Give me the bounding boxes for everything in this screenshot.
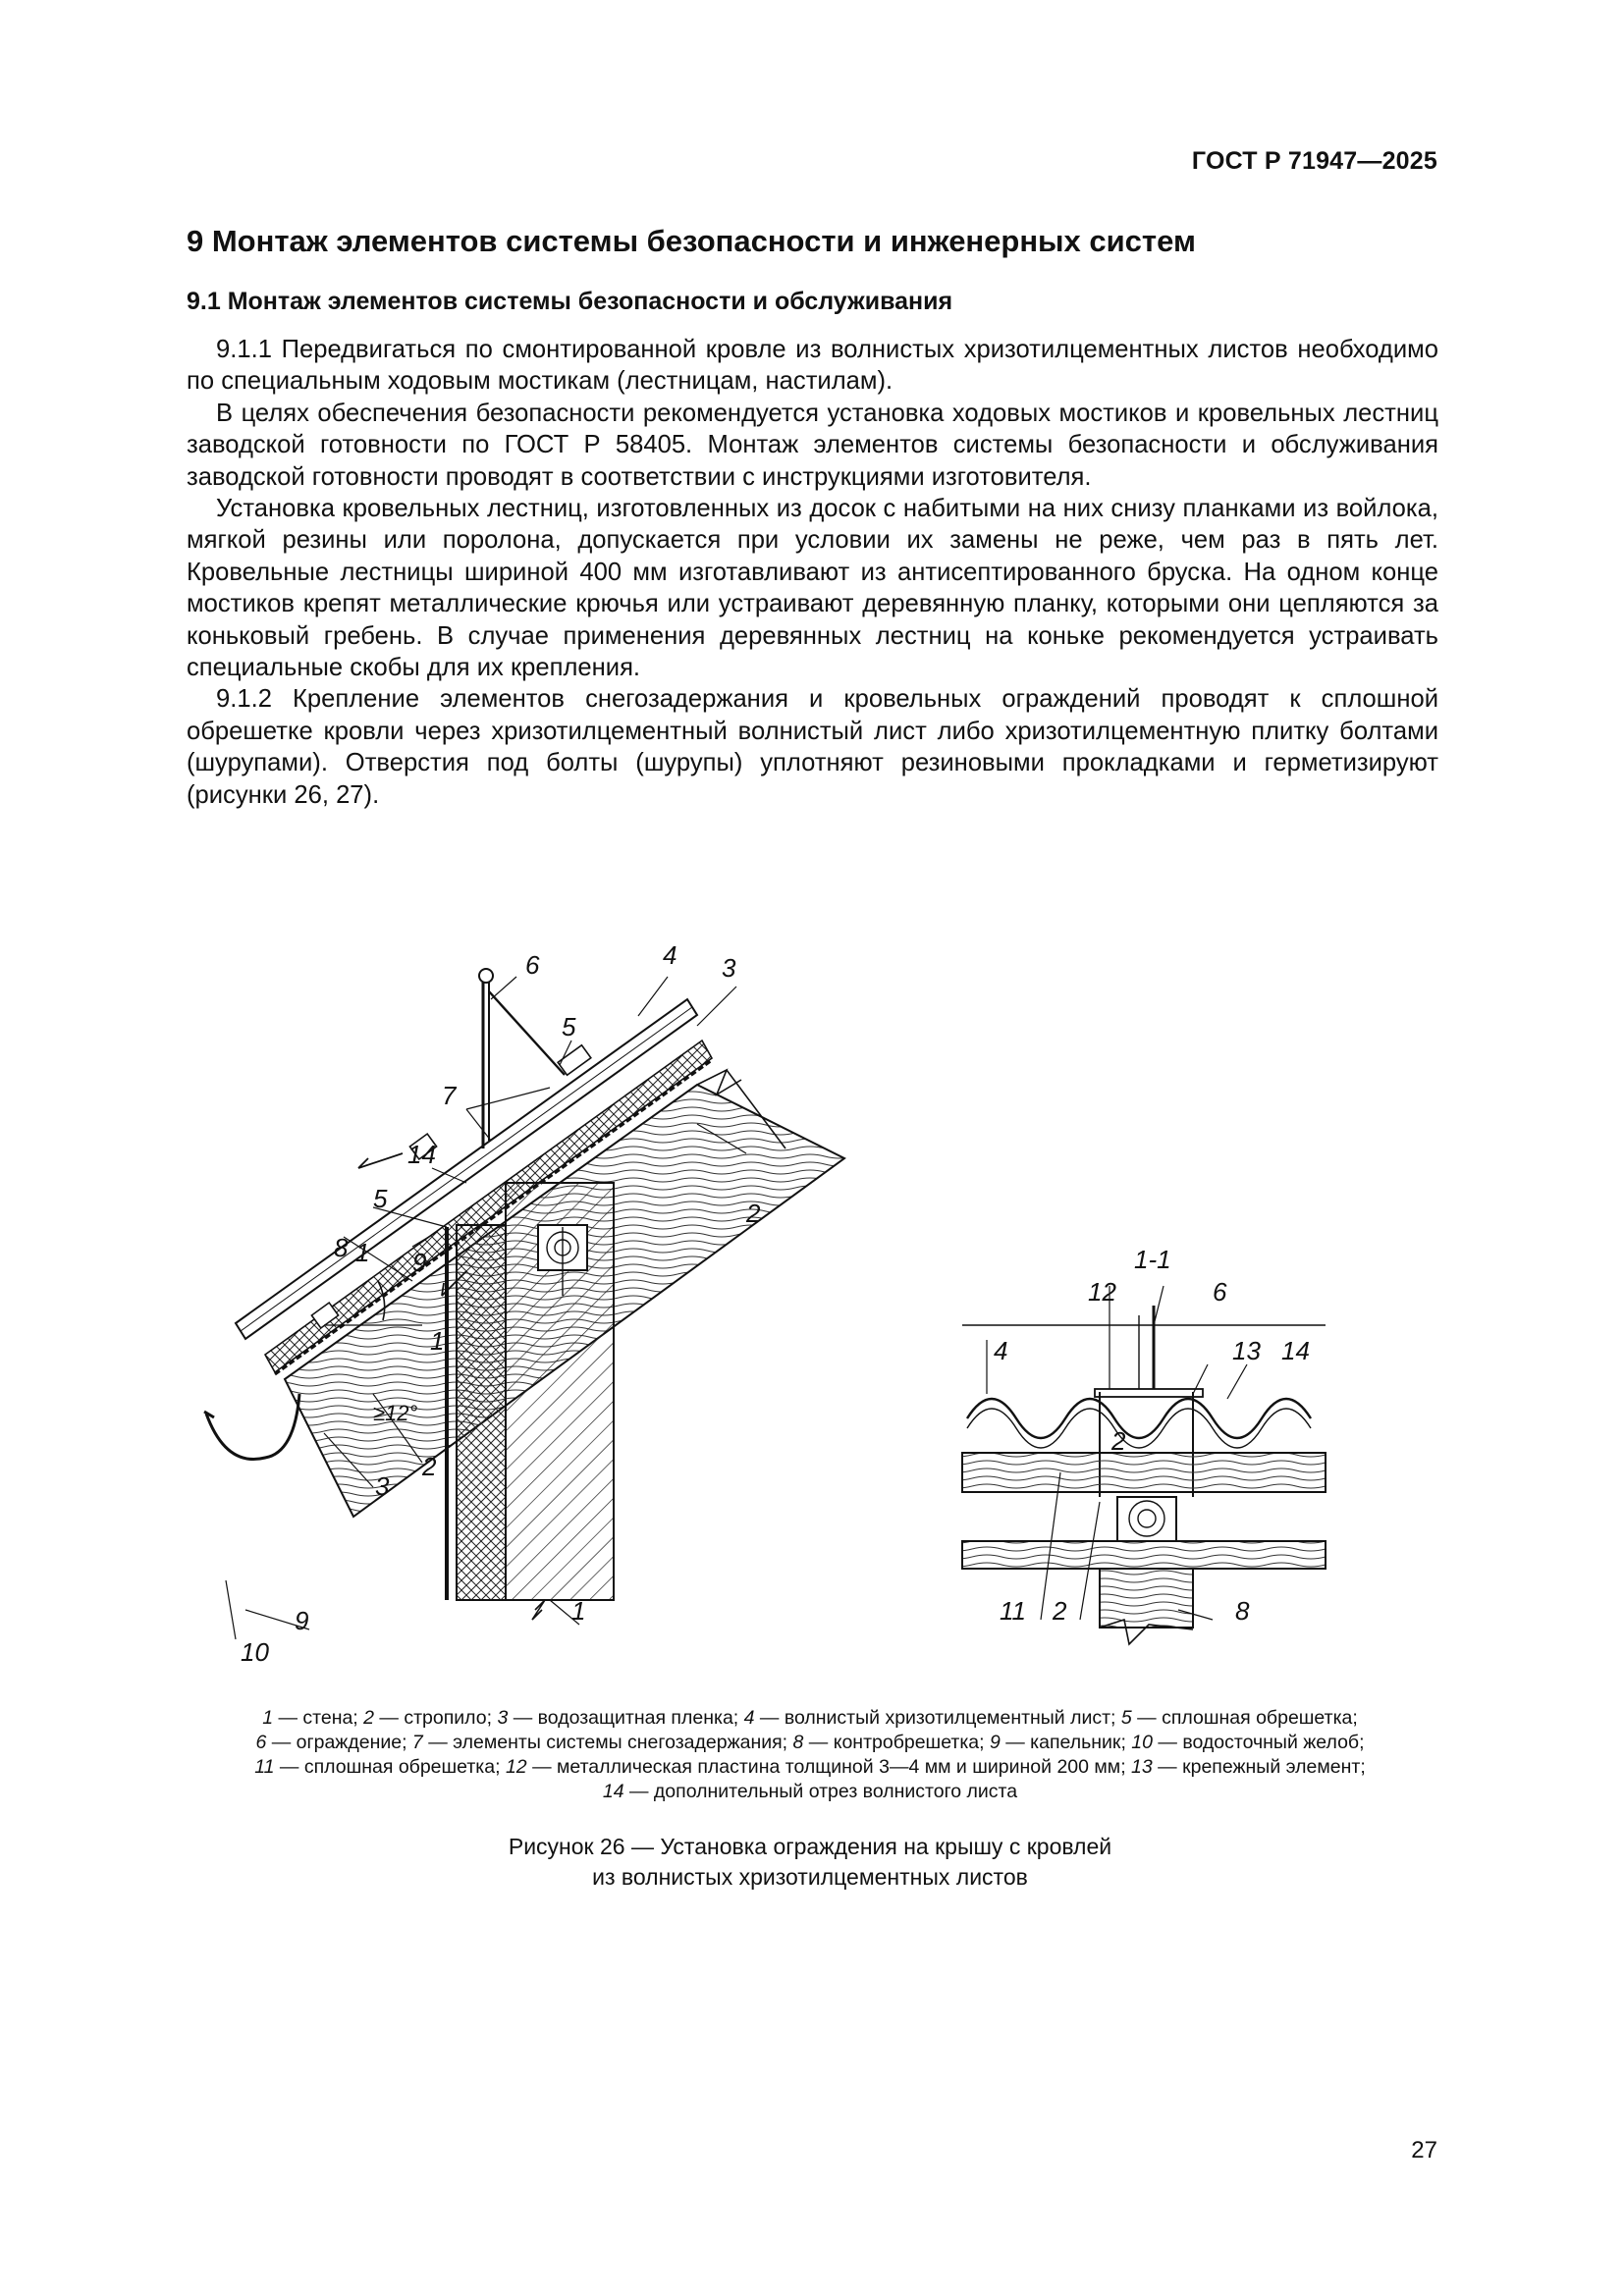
label-12: 12: [1088, 1277, 1116, 1307]
legend-item-6: 6 — ограждение;: [255, 1732, 412, 1753]
label-3-top: 3: [722, 953, 736, 983]
wall-insulation: [457, 1225, 506, 1600]
label-2-detail-mid: 2: [1111, 1426, 1126, 1456]
label-13: 13: [1232, 1336, 1261, 1365]
legend-item-10: 10 — водосточный желоб;: [1131, 1732, 1365, 1753]
sheathing-board: [962, 1453, 1326, 1492]
standard-number: ГОСТ Р 71947—2025: [1191, 147, 1437, 175]
label-2: 2: [422, 1452, 437, 1481]
label-angle: ≥12°: [373, 1401, 418, 1425]
legend-item-8: 8 — контробрешетка;: [792, 1732, 990, 1753]
paragraph-9-1-2: 9.1.2 Крепление элементов снегозадержания и кровельных ограждений проводят к сплошной обрешетке кровли через хризотилцементный волнистый лист либо хризотилцементную плитку болтами (шурупами). Отверстия под болты (шурупы) уплотняют резиновыми прокладками и герметизируют (рисунки 26, 27).: [187, 685, 1438, 809]
label-6-detail: 6: [1213, 1277, 1227, 1307]
legend-item-12: 12 — металлическая пластина толщиной 3—4 мм и шириной 200 мм;: [505, 1756, 1132, 1778]
label-5: 5: [373, 1184, 388, 1213]
legend-item-11: 11 — сплошная обрешетка;: [254, 1756, 506, 1778]
legend-item-14: 14 — дополнительный отрез волнистого листа: [602, 1781, 1018, 1802]
label-1: 1: [571, 1596, 586, 1626]
label-section-title: 1-1: [1134, 1245, 1171, 1274]
caption-line-2: из волнистых хризотилцементных листов: [592, 1864, 1028, 1890]
legend-item-2: 2 — стропило;: [363, 1707, 498, 1729]
page-number: 27: [1411, 2137, 1437, 2163]
label-section-mark-b: 1: [430, 1326, 445, 1356]
figure-26-drawing: [241, 933, 1365, 1667]
label-10: 10: [241, 1637, 269, 1667]
caption-line-1: Рисунок 26 — Установка ограждения на крышу с кровлей: [508, 1834, 1112, 1859]
label-4: 4: [663, 940, 677, 970]
roof-section-drawing: [204, 969, 844, 1639]
label-8: 8: [334, 1233, 349, 1262]
label-7: 7: [442, 1081, 457, 1110]
label-8-detail: 8: [1235, 1596, 1250, 1626]
label-9-top: 9: [412, 1248, 427, 1277]
legend-item-4: 4 — волнистый хризотилцементный лист;: [743, 1707, 1121, 1729]
label-9: 9: [295, 1606, 309, 1635]
label-6: 6: [525, 950, 540, 980]
label-section-mark-a: 1: [355, 1238, 370, 1267]
section-title: 9 Монтаж элементов системы безопасности и инженерных систем: [187, 224, 1196, 258]
paragraph-safety: В целях обеспечения безопасности рекомендуется установка ходовых мостиков и кровельных лестниц заводской готовности по ГОСТ Р 58405. Монтаж элементов системы безопасности и обслуживания заводской готовности проводят в соответствии с инструкциями изготовителя.: [187, 399, 1438, 491]
label-11: 11: [1000, 1596, 1026, 1626]
legend-item-5: 5 — сплошная обрешетка;: [1120, 1707, 1358, 1729]
label-4-detail: 4: [994, 1336, 1008, 1365]
subsection-title: 9.1 Монтаж элементов системы безопасности и обслуживания: [187, 288, 953, 315]
label-14-detail: 14: [1281, 1336, 1310, 1365]
gutter: [206, 1394, 299, 1460]
label-2-detail: 2: [1053, 1596, 1067, 1626]
legend-item-1: 1 — стена;: [262, 1707, 364, 1729]
legend-item-3: 3 — водозащитная пленка;: [497, 1707, 744, 1729]
label-5-top: 5: [562, 1012, 576, 1041]
label-3: 3: [375, 1471, 390, 1501]
paragraph-9-1-1: 9.1.1 Передвигаться по смонтированной кровле из волнистых хризотилцементных листов необходимо по специальным ходовым мостикам (лестницам, настилам).: [187, 336, 1438, 396]
legend-item-13: 13 — крепежный элемент;: [1131, 1756, 1366, 1778]
label-2-top: 2: [746, 1199, 761, 1228]
section-1-1-detail: [962, 1286, 1326, 1644]
figure-legend: [147, 1706, 1473, 1804]
legend-item-7: 7 — элементы системы снегозадержания;: [411, 1732, 793, 1753]
legend-item-9: 9 — капельник;: [989, 1732, 1132, 1753]
label-14: 14: [407, 1140, 436, 1169]
paragraph-ladders: Установка кровельных лестниц, изготовленных из досок с набитыми на них снизу планками из войлока, мягкой резины или поролона, допускается при условии их замены не реже, чем раз в пять лет. Кровельные лестницы шириной 400 мм изготавливают из антисептированного бруска. На одном конце мостиков крепят металлические крючья или устраивают деревянную планку, которыми они цепляются за коньковый гребень. В случае применения деревянных лестниц на коньке рекомендуется устраивать специальные скобы для их крепления.: [187, 495, 1438, 682]
figure-caption: [245, 1832, 1375, 1893]
body-text: [187, 334, 1438, 811]
